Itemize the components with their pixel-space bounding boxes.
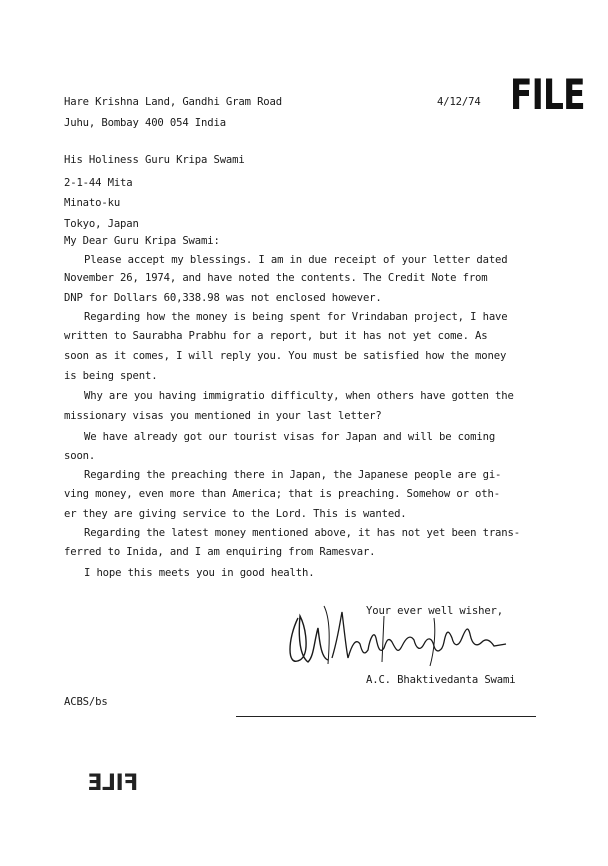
body-line: DNP for Dollars 60,338.98 was not enclosed however.	[64, 292, 382, 304]
body-line: Regarding the preaching there in Japan, the Japanese people are gi-	[84, 469, 502, 481]
salutation: My Dear Guru Kripa Swami:	[64, 235, 220, 247]
recipient-line2: 2-1-44 Mita	[64, 177, 133, 189]
sender-address-line2: Juhu, Bombay 400 054 India	[64, 117, 226, 129]
body-line: soon as it comes, I will reply you. You must be satisfied how the money	[64, 350, 507, 362]
body-line: I hope this meets you in good health.	[84, 567, 315, 579]
recipient-line4: Tokyo, Japan	[64, 218, 139, 230]
closing: Your ever well wisher,	[366, 605, 504, 617]
recipient-line1: His Holiness Guru Kripa Swami	[64, 154, 245, 166]
body-line: We have already got our tourist visas for Japan and will be coming	[84, 431, 496, 443]
letter-date: 4/12/74	[437, 96, 481, 108]
divider-line	[236, 716, 536, 717]
body-line: er they are giving service to the Lord. This is wanted.	[64, 508, 407, 520]
body-line: November 26, 1974, and have noted the contents. The Credit Note from	[64, 272, 488, 284]
body-line: missionary visas you mentioned in your last letter?	[64, 410, 382, 422]
recipient-line3: Minato-ku	[64, 197, 121, 209]
body-line: ving money, even more than America; that is preaching. Somehow or oth-	[64, 488, 500, 500]
body-line: is being spent.	[64, 370, 158, 382]
file-stamp-mirrored: FILE	[88, 771, 139, 796]
body-line: written to Saurabha Prabhu for a report, but it has not yet come. As	[64, 330, 488, 342]
file-stamp: FILE	[510, 70, 585, 119]
body-line: Regarding how the money is being spent for Vrindaban project, I have	[84, 311, 508, 323]
body-line: soon.	[64, 450, 96, 462]
body-line: Why are you having immigratio difficulty, when others have gotten the	[84, 390, 514, 402]
sender-address-line1: Hare Krishna Land, Gandhi Gram Road	[64, 96, 282, 108]
body-line: ferred to Inida, and I am enquiring from Ramesvar.	[64, 546, 376, 558]
body-line: Regarding the latest money mentioned above, it has not yet been trans-	[84, 527, 520, 539]
signature-name: A.C. Bhaktivedanta Swami	[366, 674, 516, 686]
body-line: Please accept my blessings. I am in due receipt of your letter dated	[84, 254, 508, 266]
handwritten-signature	[284, 598, 514, 678]
reference-initials: ACBS/bs	[64, 696, 108, 708]
